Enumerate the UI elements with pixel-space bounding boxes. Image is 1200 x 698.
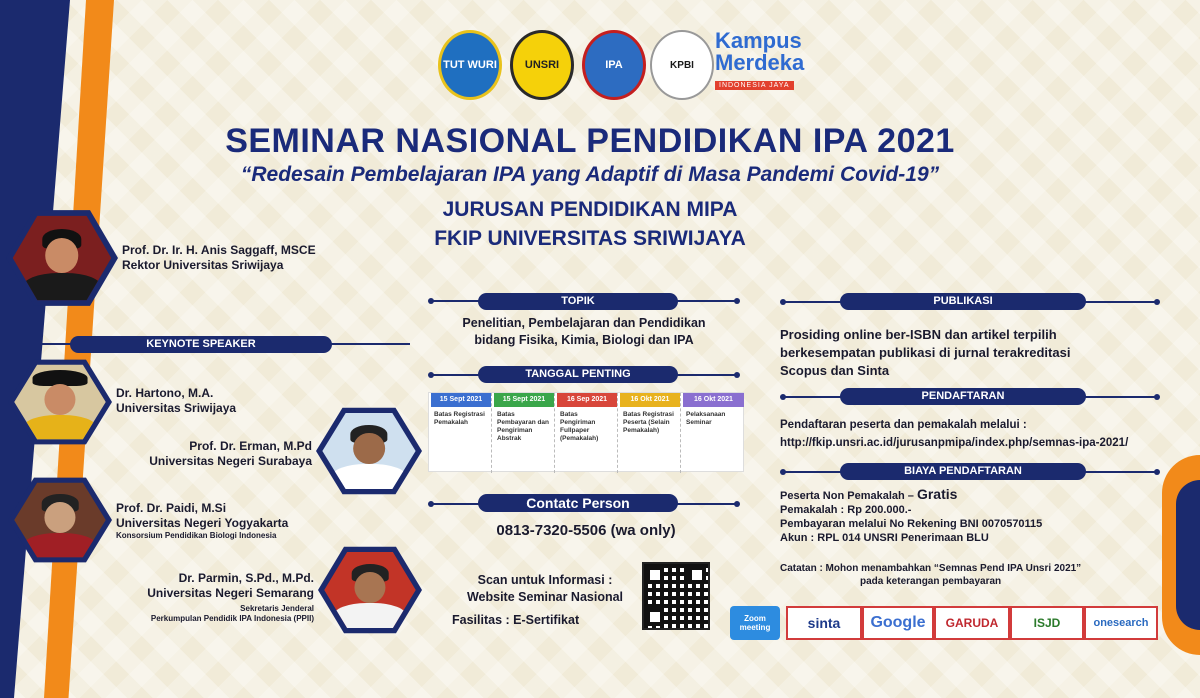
fasilitas-text: Fasilitas : E-Sertifikat [452, 613, 580, 627]
timeline-text: Pelaksanaan Seminar [686, 411, 726, 426]
scan-info [452, 572, 638, 606]
speaker-affiliation: Universitas Negeri Surabaya [149, 454, 312, 468]
speaker-info-hartono [116, 386, 236, 416]
qr-finder [646, 608, 664, 626]
timeline-date: 16 Okt 2021 [683, 393, 744, 407]
biaya-non-pemakalah: Peserta Non Pemakalah – [780, 490, 914, 502]
qr-finder [688, 566, 706, 584]
publikasi-line-2: berkesempatan publikasi di jurnal terakreditasi [780, 345, 1071, 360]
topik-line-2: bidang Fisika, Kimia, Biologi dan IPA [474, 333, 694, 347]
kpbi-logo: KPBI [650, 30, 714, 100]
pendaftaran-text: Pendaftaran peserta dan pemakalah melalui : [780, 419, 1027, 431]
timeline-table [428, 392, 744, 472]
scan-line-1: Scan untuk Informasi : [477, 573, 613, 587]
qr-finder [646, 566, 664, 584]
timeline-date: 16 Okt 2021 [620, 393, 680, 407]
timeline-date: 16 Sep 2021 [557, 393, 617, 407]
speaker-photo-parmin [318, 543, 422, 637]
timeline-item [557, 393, 618, 473]
publikasi-text [780, 326, 1070, 380]
timeline-date: 15 Sept 2021 [494, 393, 554, 407]
speaker-name: Dr. Hartono, M.A. [116, 386, 214, 400]
department-line-1: JURUSAN PENDIDIKAN MIPA [442, 198, 738, 221]
speaker-affiliation: Universitas Sriwijaya [116, 401, 237, 415]
speaker-affiliation: Universitas Negeri Yogyakarta [116, 516, 289, 530]
qr-code[interactable] [642, 562, 710, 630]
tanggal-dot-right [734, 372, 740, 378]
topik-line-1: Penelitian, Pembelajaran dan Pendidikan [462, 316, 706, 330]
kampus-text: Kampus [715, 28, 802, 53]
isjd-badge: ISJD [1010, 606, 1084, 640]
catatan-text [780, 562, 1081, 588]
timeline-item [620, 393, 681, 473]
contact-phone: 0813-7320-5506 (wa only) [496, 522, 676, 539]
speaker-info-paidi [116, 501, 288, 541]
department-line-2: FKIP UNIVERSITAS SRIWIJAYA [434, 227, 746, 250]
timeline-item [494, 393, 555, 473]
biaya-text [780, 487, 1042, 545]
speaker-name: Dr. Parmin, S.Pd., M.Pd. [178, 571, 314, 585]
biaya-gratis: Gratis [916, 486, 958, 502]
merdeka-text: Merdeka [715, 50, 805, 75]
pendaftaran-label: PENDAFTARAN [840, 388, 1086, 405]
publikasi-dot-right [1154, 299, 1160, 305]
timeline-text: Batas Pengiriman Fullpaper (Pemakalah) [560, 411, 599, 442]
speaker-info-erman [132, 439, 312, 469]
biaya-dot-right [1154, 469, 1160, 475]
timeline-text: Batas Registrasi Peserta (Selain Pemakalah) [623, 411, 674, 434]
garuda-badge: GARUDA [934, 606, 1010, 640]
speaker-affiliation: Universitas Negeri Semarang [147, 586, 314, 600]
publikasi-line-3: Scopus dan Sinta [780, 363, 890, 378]
timeline-item [431, 393, 492, 473]
topik-dot-right [734, 298, 740, 304]
keynote-speaker-label: KEYNOTE SPEAKER [70, 336, 332, 353]
pendaftaran-dot-right [1154, 394, 1160, 400]
ipa-logo: IPA [582, 30, 646, 100]
topik-label: TOPIK [478, 293, 678, 310]
unsri-logo: UNSRI [510, 30, 574, 100]
right-navy-deco [1176, 480, 1200, 630]
speaker-note: Konsorsium Pendidikan Biologi Indonesia [116, 531, 277, 540]
contact-person-label: Contatc Person [478, 494, 678, 512]
indonesia-jaya-text: INDONESIA JAYA [715, 81, 794, 90]
tutwuri-logo: TUT WURI [438, 30, 502, 100]
timeline-text: Batas Pembayaran dan Pengiriman Abstrak [497, 411, 550, 442]
speaker-note: Sekretaris Jenderal [240, 604, 314, 613]
catatan-line-2: pada keterangan pembayaran [860, 576, 1002, 587]
rector-name: Prof. Dr. Ir. H. Anis Saggaff, MSCE [122, 243, 316, 257]
speaker-photo-erman [316, 404, 422, 498]
onesearch-badge: onesearch [1084, 606, 1158, 640]
kampus-merdeka-logo [715, 30, 835, 100]
zoom-badge: Zoom meeting [730, 606, 780, 640]
rector-info [122, 243, 316, 273]
page-subtitle: “Redesain Pembelajaran IPA yang Adaptif di Masa Pandemi Covid-19” [240, 163, 940, 186]
speaker-info-parmin [100, 571, 314, 624]
catatan-line-1: Catatan : Mohon menambahkan “Semnas Pend IPA Unsri 2021” [780, 563, 1082, 574]
timeline-text: Batas Registrasi Pemakalah [434, 411, 485, 426]
publikasi-line-1: Prosiding online ber-ISBN dan artikel terpilih [780, 327, 1057, 342]
timeline-date: 15 Sept 2021 [431, 393, 491, 407]
rector-role: Rektor Universitas Sriwijaya [122, 258, 284, 272]
timeline-item [683, 393, 744, 473]
biaya-label: BIAYA PENDAFTARAN [840, 463, 1086, 480]
tanggal-label: TANGGAL PENTING [478, 366, 678, 383]
biaya-rekening: Pembayaran melalui No Rekening BNI 0070570115 [780, 518, 1043, 530]
biaya-pemakalah: Pemakalah : Rp 200.000.- [780, 504, 912, 516]
contact-dot-right [734, 501, 740, 507]
topik-text [426, 315, 742, 349]
publikasi-label: PUBLIKASI [840, 293, 1086, 310]
sinta-badge: sinta [786, 606, 862, 640]
scan-line-2: Website Seminar Nasional [466, 590, 624, 604]
page-title: SEMINAR NASIONAL PENDIDIKAN IPA 2021 [225, 122, 955, 160]
speaker-name: Prof. Dr. Paidi, M.Si [116, 501, 227, 515]
speaker-name: Prof. Dr. Erman, M.Pd [189, 439, 312, 453]
google-badge: Google [862, 606, 934, 640]
biaya-akun: Akun : RPL 014 UNSRI Penerimaan BLU [780, 532, 989, 544]
speaker-note: Perkumpulan Pendidik IPA Indonesia (PPII) [150, 614, 314, 623]
pendaftaran-url[interactable]: http://fkip.unsri.ac.id/jurusanpmipa/index.php/semnas-ipa-2021/ [780, 437, 1129, 449]
